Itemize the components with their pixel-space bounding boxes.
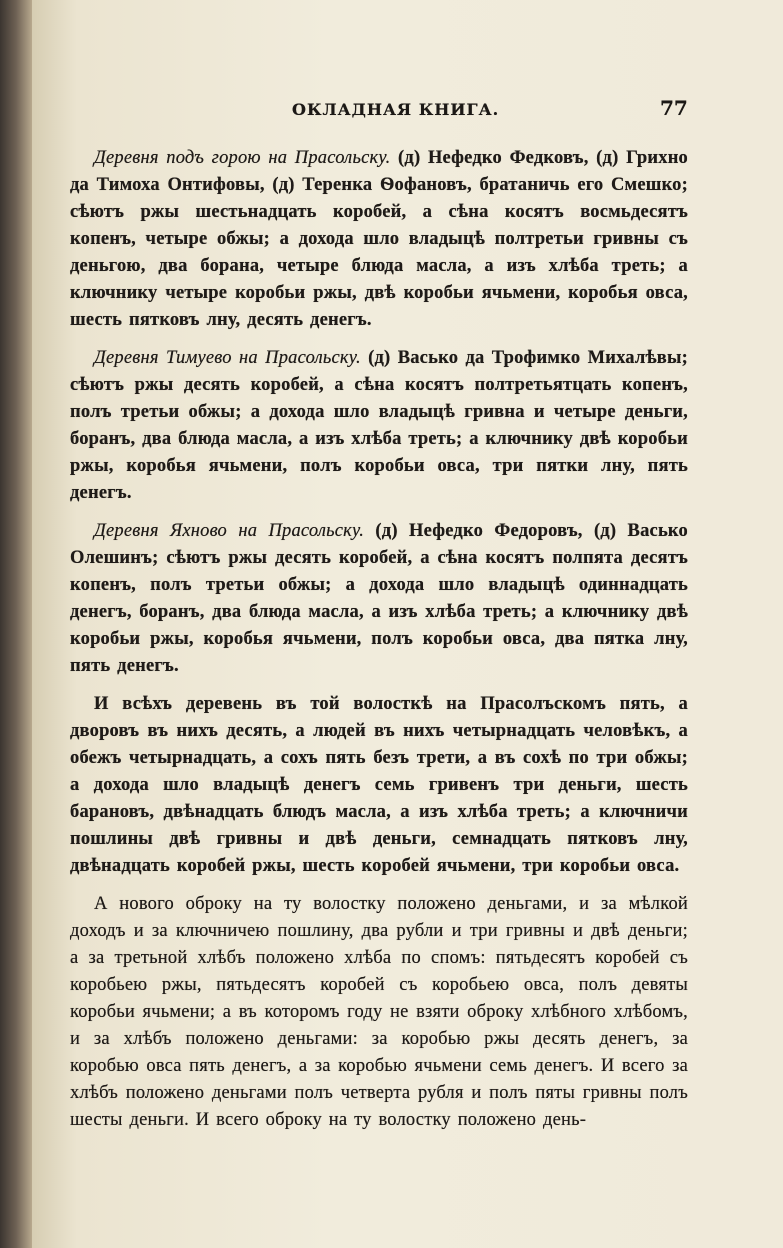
paragraph-village-yakhnovo (70, 518, 688, 680)
page-text (70, 145, 688, 1145)
page-number: 77 (660, 96, 688, 120)
paragraph-lead: Деревня Тимуево на Прасольску. (94, 348, 361, 368)
running-head-title: ОКЛАДНАЯ КНИГА. (292, 100, 500, 119)
paragraph-village-timuevo (70, 345, 688, 507)
paragraph-summary (70, 691, 688, 880)
paragraph-body: И всѣхъ деревень въ той волосткѣ на Прасолъскомъ пять, а дворовъ въ нихъ десять, а людей въ нихъ четырнадцать человѣкъ, а обежъ четырнадцать, а сохъ пять безъ трети, а въ сохѣ по три обжы; а дохода шло владыцѣ денегъ семь гривенъ три деньги, шесть барановъ, двѣнадцать блюдъ масла, а изъ хлѣба треть; а ключничи пошлины двѣ гривны и двѣ деньги, семнадцать пятковъ лну, двѣнадцать коробей ржы, шесть коробей ячьмени, три коробьи овса. (70, 694, 688, 876)
paragraph-body: (д) Васько да Трофимко Михалѣвы; сѣютъ ржы десять коробей, а сѣна косятъ полтретьятцать копенъ, полъ третьи обжы; а дохода шло владыцѣ гривна и четыре деньги, боранъ, два блюда масла, а изъ хлѣба треть; а ключнику двѣ коробьи ржы, коробья ячьмени, полъ коробьи овса, три пятки лну, пять денегъ. (70, 348, 688, 503)
paragraph-body: А нового оброку на ту волостку положено деньгами, и за мѣлкой доходъ и за ключничею пошлину, два рубли и три гривны и двѣ деньги; а за третьной хлѣбъ положено хлѣба по спомъ: пятьдесятъ коробей съ коробьею ржы, пятьдесятъ коробей съ коробьею овса, полъ девяты коробьи ячьмени; а въ которомъ году не взяти оброку хлѣбного хлѣбомъ, и за хлѣбъ положено деньгами: за коробью ржы десять денегъ, за коробью овса пять денегъ, а за коробью ячьмени семь денегъ. И всего за хлѣбъ положено деньгами полъ четверта рубля и полъ пяты гривны полъ шесты деньги. И всего оброку на ту волостку положено день- (70, 894, 688, 1130)
paragraph-village-pod-gorou (70, 145, 688, 334)
paragraph-new-obrok (70, 891, 688, 1134)
running-head (32, 96, 783, 130)
paragraph-body: (д) Нефедко Федоровъ, (д) Васько Олешинъ; сѣютъ ржы десять коробей, а сѣна косятъ полпята десятъ копенъ, полъ третьи обжы; а дохода шло владыцѣ одиннадцать денегъ, боранъ, два блюда масла, а изъ хлѣба треть; а ключнику двѣ коробьи ржы, коробья ячьмени, полъ коробьи овса, два пятка лну, пять денегъ. (70, 521, 688, 676)
paragraph-lead: Деревня Яхново на Прасольску. (94, 521, 365, 541)
paragraph-body: (д) Нефедко Федковъ, (д) Грихно да Тимоха Онтифовы, (д) Теренка Ѳофановъ, братаничь его Смешко; сѣютъ ржы шестьнадцать коробей, а сѣна косятъ восмьдесятъ копенъ, четыре обжы; а дохода шло владыцѣ полтретьи гривны съ деньгою, два борана, четыре блюда масла, а изъ хлѣба треть; а ключнику четыре коробьи ржы, двѣ коробьи ячьмени, коробья овса, шесть пятковъ лну, десять денегъ. (70, 148, 689, 330)
paragraph-lead: Деревня подъ горою на Прасольску. (94, 148, 391, 168)
book-page (32, 0, 783, 1248)
